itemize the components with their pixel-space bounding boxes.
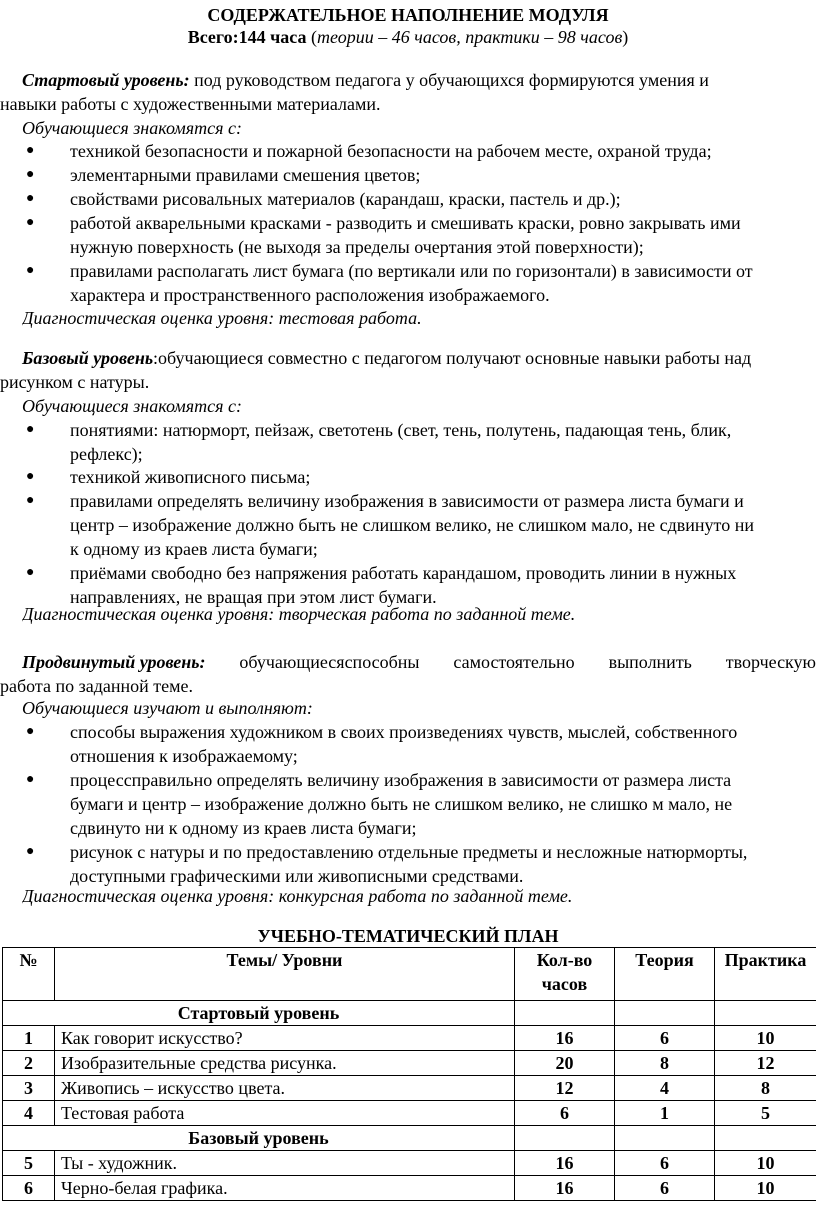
table-row — [3, 1026, 816, 1051]
advanced-intro-word: обучающиесяспособны — [239, 652, 420, 672]
bullet-icon: ● — [26, 191, 35, 206]
advanced-level-intro-2: работа по заданной теме. — [0, 676, 193, 696]
row-theory: 6 — [615, 1176, 715, 1201]
empty-cell — [615, 1126, 715, 1151]
start-bullet-4-line-2: нужную поверхность (не выходя за пределы очертания этой поверхности); — [70, 237, 644, 257]
start-level-intro-1: под руководством педагога у обучающихся формируются умения и — [189, 70, 709, 90]
row-practice: 10 — [715, 1151, 816, 1176]
row-number: 3 — [3, 1076, 55, 1101]
base-bullet-2: техникой живописного письма; — [70, 467, 311, 487]
row-topic: Изобразительные средства рисунка. — [55, 1051, 515, 1076]
plan-table — [2, 947, 816, 1201]
empty-cell — [515, 1001, 615, 1026]
module-title: СОДЕРЖАТЕЛЬНОЕ НАПОЛНЕНИЕ МОДУЛЯ — [207, 5, 609, 25]
bullet-icon: ● — [26, 422, 35, 437]
advanced-bullet-2-line-3: сдвинуто ни к одному из краев листа бумаги; — [70, 818, 417, 838]
row-theory: 6 — [615, 1151, 715, 1176]
hours-header-line-2: часов — [541, 974, 588, 994]
table-row — [3, 1076, 816, 1101]
hours-header-line-1: Кол-во — [536, 950, 593, 970]
section-row — [3, 1126, 816, 1151]
col-header-hours — [515, 948, 615, 1001]
total-open: ( — [306, 27, 318, 47]
row-practice: 10 — [715, 1176, 816, 1201]
advanced-level-lead: Обучающиеся изучают и выполняют: — [22, 698, 313, 718]
base-bullet-4-line-2: направлениях, не вращая при этом лист бумаги. — [70, 587, 437, 607]
empty-cell — [615, 1001, 715, 1026]
start-bullet-5-line-2: характера и пространственного расположения изображаемого. — [70, 285, 550, 305]
advanced-bullet-1-line-1: способы выражения художником в своих произведениях чувств, мыслей, собственного — [70, 722, 738, 742]
empty-cell — [715, 1126, 816, 1151]
row-number: 5 — [3, 1151, 55, 1176]
row-theory: 1 — [615, 1101, 715, 1126]
base-bullet-1-line-1: понятиями: натюрморт, пейзаж, светотень (свет, тень, полутень, падающая тень, блик, — [70, 420, 732, 440]
row-number: 1 — [3, 1026, 55, 1051]
bullet-icon: ● — [26, 724, 35, 739]
advanced-bullet-3-line-1: рисунок с натуры и по предоставлению отдельные предметы и несложные натюрморты, — [70, 842, 748, 862]
bullet-icon: ● — [26, 143, 35, 158]
advanced-intro-word: творческую — [725, 652, 816, 672]
start-level-diagnostic: Диагностическая оценка уровня: тестовая работа. — [22, 308, 422, 328]
start-level-lead: Обучающиеся знакомятся с: — [22, 118, 242, 138]
base-level-intro-line-1 — [0, 346, 816, 370]
bullet-icon: ● — [26, 493, 35, 508]
col-header-practice: Практика — [715, 948, 816, 1001]
row-practice: 12 — [715, 1051, 816, 1076]
row-hours: 16 — [515, 1151, 615, 1176]
table-row — [3, 1101, 816, 1126]
section-start-level: Стартовый уровень — [3, 1001, 515, 1026]
base-bullet-3-line-2: центр – изображение должно быть не слишком велико, не слишком мало, не сдвинуто ни — [70, 515, 754, 535]
row-topic: Ты - художник. — [55, 1151, 515, 1176]
row-topic: Живопись – искусство цвета. — [55, 1076, 515, 1101]
row-hours: 16 — [515, 1026, 615, 1051]
row-number: 2 — [3, 1051, 55, 1076]
table-header-row — [3, 948, 816, 1001]
base-bullet-3-line-1: правилами определять величину изображения в зависимости от размера листа бумаги и — [70, 491, 744, 511]
advanced-bullet-2-line-2: бумаги и центр – изображение должно быть не слишком велико, не слишко м мало, не — [70, 794, 733, 814]
table-row — [3, 1176, 816, 1201]
row-hours: 12 — [515, 1076, 615, 1101]
col-header-theory: Теория — [615, 948, 715, 1001]
total-hours-bold: Всего:144 часа — [187, 27, 307, 47]
row-hours: 16 — [515, 1176, 615, 1201]
bullet-icon: ● — [26, 263, 35, 278]
start-bullet-2: элементарными правилами смешения цветов; — [70, 165, 421, 185]
plan-title: УЧЕБНО-ТЕМАТИЧЕСКИЙ ПЛАН — [257, 926, 559, 946]
row-topic: Как говорит искусство? — [55, 1026, 515, 1051]
bullet-icon: ● — [26, 469, 35, 484]
base-bullet-4-line-1: приёмами свободно без напряжения работать карандашом, проводить линии в нужных — [70, 563, 737, 583]
advanced-intro-word: выполнить — [608, 652, 692, 672]
empty-cell — [715, 1001, 816, 1026]
row-practice: 10 — [715, 1026, 816, 1051]
table-row — [3, 1151, 816, 1176]
advanced-intro-word: самостоятельно — [453, 652, 575, 672]
section-row — [3, 1001, 816, 1026]
bullet-icon: ● — [26, 167, 35, 182]
base-bullet-1-line-2: рефлекс); — [70, 444, 143, 464]
base-level-lead: Обучающиеся знакомятся с: — [22, 396, 242, 416]
advanced-bullet-2-line-1: процесcправильно определять величину изображения в зависимости от размера листа — [70, 770, 732, 790]
row-theory: 8 — [615, 1051, 715, 1076]
advanced-bullet-3-line-2: доступными графическими или живописными средствами. — [70, 866, 524, 886]
row-hours: 6 — [515, 1101, 615, 1126]
module-total-hours — [0, 26, 816, 48]
advanced-level-label: Продвинутый уровень: — [22, 652, 206, 672]
row-hours: 20 — [515, 1051, 615, 1076]
start-bullet-1: техникой безопасности и пожарной безопасности на рабочем месте, охраной труда; — [70, 141, 712, 161]
start-level-label: Стартовый уровень: — [22, 70, 190, 90]
row-topic: Тестовая работа — [55, 1101, 515, 1126]
row-practice: 5 — [715, 1101, 816, 1126]
advanced-level-intro-line-1 — [0, 650, 816, 674]
total-hours-breakdown: теории – 46 часов, практики – 98 часов — [317, 27, 623, 47]
advanced-bullet-1-line-2: отношения к изображаемому; — [70, 746, 298, 766]
base-level-intro-1: :обучающиеся совместно с педагогом получают основные навыки работы над — [153, 348, 752, 368]
row-theory: 6 — [615, 1026, 715, 1051]
col-header-topic: Темы/ Уровни — [55, 948, 515, 1001]
start-bullet-3: свойствами рисовальных материалов (карандаш, краски, пастель и др.); — [70, 189, 621, 209]
row-number: 4 — [3, 1101, 55, 1126]
total-close: ) — [622, 27, 629, 47]
row-number: 6 — [3, 1176, 55, 1201]
start-level-intro-2: навыки работы с художественными материалами. — [0, 94, 381, 114]
base-level-diagnostic: Диагностическая оценка уровня: творческая работа по заданной теме. — [22, 604, 576, 624]
row-topic: Черно-белая графика. — [55, 1176, 515, 1201]
base-bullet-3-line-3: к одному из краев листа бумаги; — [70, 539, 318, 559]
start-bullet-5-line-1: правилами располагать лист бумага (по вертикали или по горизонтали) в зависимости от — [70, 261, 753, 281]
base-level-label: Базовый уровень — [22, 348, 154, 368]
col-header-number: № — [3, 948, 55, 1001]
bullet-icon: ● — [26, 565, 35, 580]
bullet-icon: ● — [26, 772, 35, 787]
row-theory: 4 — [615, 1076, 715, 1101]
base-level-intro-2: рисунком с натуры. — [0, 372, 150, 392]
table-row — [3, 1051, 816, 1076]
section-base-level: Базовый уровень — [3, 1126, 515, 1151]
start-level-intro-line-1 — [0, 68, 816, 92]
bullet-icon: ● — [26, 215, 35, 230]
start-bullet-4-line-1: работой акварельными красками - разводить и смешивать краски, ровно закрывать ими — [70, 213, 741, 233]
bullet-icon: ● — [26, 844, 35, 859]
row-practice: 8 — [715, 1076, 816, 1101]
empty-cell — [515, 1126, 615, 1151]
advanced-level-diagnostic: Диагностическая оценка уровня: конкурсная работа по заданной теме. — [22, 886, 573, 906]
